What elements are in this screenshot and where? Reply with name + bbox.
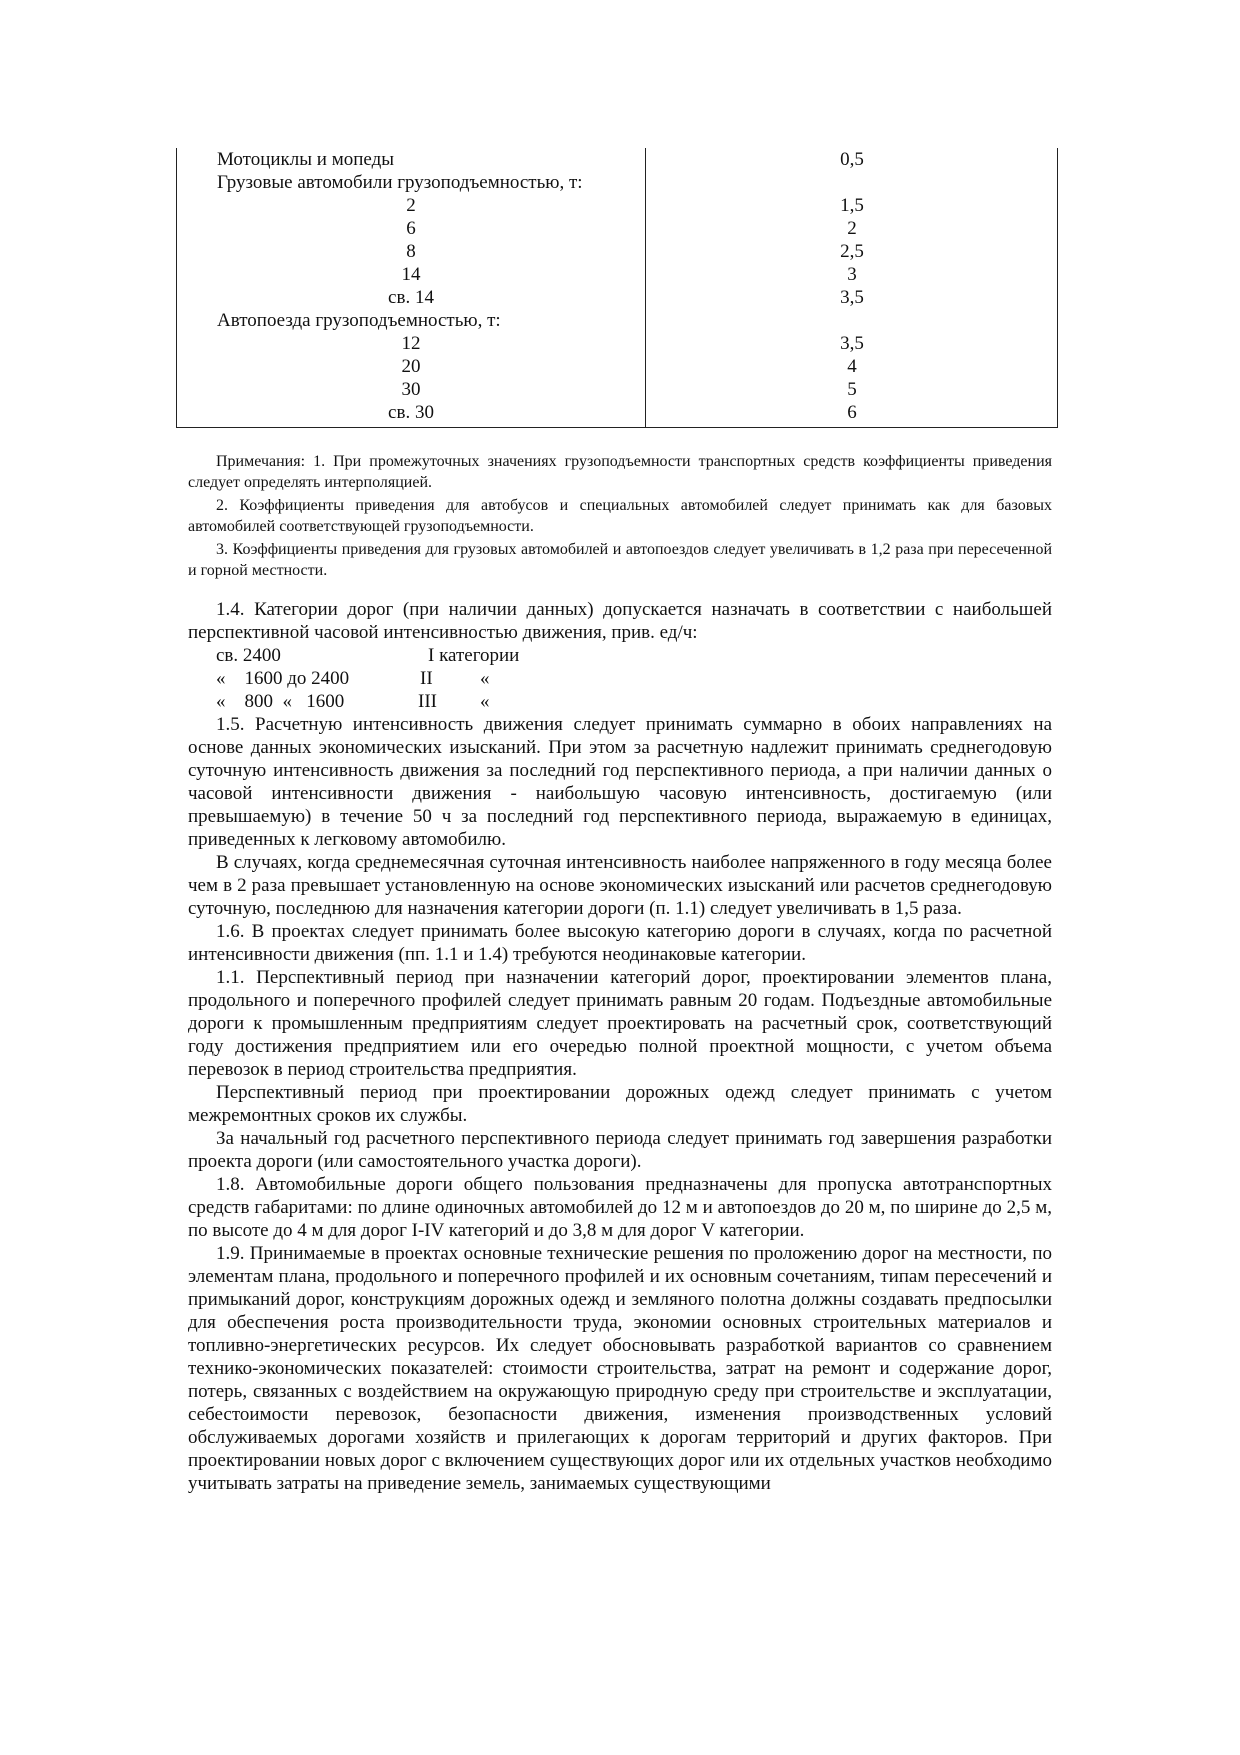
row-label: 30 [401, 379, 421, 400]
table-row [177, 332, 1057, 355]
paragraph-1-9: 1.9. Принимаемые в проектах основные технические решения по проложению дорог на местности, по элементам плана, продольного и поперечного профилей и их основным сочетаниям, типам пересечений и примыканий дорог, конструкциям дорожных одежд и земляного полотна должны создавать предпосылки для обеспечения роста производительности труда, экономии основных строительных материалов и топливно-энергетических ресурсов. Их следует обосновывать разработкой вариантов со сравнением технико-экономических показателей: стоимости строительства, затрат на ремонт и содержание дорог, потерь, связанных с воздействием на окружающую природную среду при строительстве и эксплуатации, себестоимости перевозок, безопасности движения, изменения производственных условий обслуживаемых дорогами хозяйств и прилегающих к дорогам территорий и других факторов. При проектировании новых дорог с включением существующих дорог или их отдельных участков необходимо учитывать затраты на приведение земель, занимаемых существующими [188, 1243, 1052, 1494]
category-ditto: « [480, 691, 490, 712]
table-row [177, 217, 1057, 240]
row-label: 8 [406, 241, 416, 262]
category-name: III [418, 691, 437, 712]
paragraph: Перспективный период при проектировании дорожных одежд следует принимать с учетом межремонтных сроков их службы. [188, 1082, 1052, 1126]
table-row [177, 355, 1057, 378]
row-value: 3,5 [840, 333, 864, 354]
table-row [177, 286, 1057, 309]
coefficient-table [176, 148, 1058, 428]
row-label: 12 [401, 333, 421, 354]
category-line [188, 644, 1052, 667]
row-value: 1,5 [840, 195, 864, 216]
row-label: Мотоциклы и мопеды [217, 149, 395, 170]
row-value: 6 [847, 402, 857, 423]
row-value: 2,5 [840, 241, 864, 262]
paragraph-1-6: 1.6. В проектах следует принимать более высокую категорию дороги в случаях, когда по расчетной интенсивности движения (пп. 1.1 и 1.4) требуются неодинаковые категории. [188, 921, 1052, 965]
row-label: Грузовые автомобили грузоподъемностью, т: [217, 172, 583, 193]
paragraph-1-5: 1.5. Расчетную интенсивность движения следует принимать суммарно в обоих направлениях на основе данных экономических изысканий. При этом за расчетную надлежит принимать среднегодовую суточную интенсивность движения за последний год перспективного периода, а при наличии данных о часовой интенсивности движения - наибольшую часовую интенсивность, достигаемую (или превышаемую) в течение 50 ч за последний год перспективного периода, выражаемую в единицах, приведенных к легковому автомобилю. [188, 714, 1052, 850]
category-line [188, 690, 1052, 713]
paragraph-1-1: 1.1. Перспективный период при назначении категорий дорог, проектировании элементов плана, продольного и поперечного профилей следует принимать равным 20 годам. Подъездные автомобильные дороги к промышленным предприятиям следует проектировать на расчетный срок, соответствующий году достижения предприятием или его очередью полной проектной мощности, с учетом объема перевозок в период строительства предприятия. [188, 967, 1052, 1080]
paragraph: В случаях, когда среднемесячная суточная интенсивность наиболее напряженного в году месяца более чем в 2 раза превышает установленную на основе экономических изысканий или расчетов среднегодовую суточную, последнюю для назначения категории дороги (п. 1.1) следует увеличивать в 1,5 раза. [188, 852, 1052, 919]
category-ditto: « [480, 668, 490, 689]
category-range: « 1600 до 2400 [216, 668, 350, 689]
row-label: св. 14 [388, 287, 434, 308]
note-paragraph: Примечания: 1. При промежуточных значениях грузоподъемности транспортных средств коэффициенты приведения следует определять интерполяцией. [188, 453, 1052, 491]
category-name: I категории [428, 645, 520, 666]
body-text [188, 598, 1052, 1495]
table-row [177, 148, 1057, 171]
paragraph: За начальный год расчетного перспективного периода следует принимать год завершения разработки проекта дороги (или самостоятельного участка дороги). [188, 1128, 1052, 1172]
paragraph-1-4: 1.4. Категории дорог (при наличии данных) допускается назначать в соответствии с наибольшей перспективной часовой интенсивностью движения, прив. ед/ч: [188, 599, 1052, 643]
note-paragraph: 3. Коэффициенты приведения для грузовых автомобилей и автопоездов следует увеличивать в 1,2 раза при пересеченной и горной местности. [188, 541, 1052, 579]
category-name: II [420, 668, 433, 689]
table-row [177, 240, 1057, 263]
category-range: « 800 « 1600 [216, 691, 345, 712]
table-row [177, 194, 1057, 217]
row-label: 2 [406, 195, 416, 216]
row-value: 3,5 [840, 287, 864, 308]
row-label: Автопоезда грузоподъемностью, т: [217, 310, 501, 331]
category-range: св. 2400 [216, 645, 281, 666]
note-paragraph: 2. Коэффициенты приведения для автобусов и специальных автомобилей следует принимать как для базовых автомобилей соответствующей грузоподъемности. [188, 497, 1052, 535]
row-label: 14 [401, 264, 421, 285]
paragraph-1-8: 1.8. Автомобильные дороги общего пользования предназначены для пропуска автотранспортных средств габаритами: по длине одиночных автомобилей до 12 м и автопоездов до 20 м, по ширине до 2,5 м, по высоте до 4 м для дорог I-IV категорий и до 3,8 м для дорог V категории. [188, 1174, 1052, 1241]
row-label: св. 30 [388, 402, 434, 423]
table-row [177, 401, 1057, 424]
category-line [188, 667, 1052, 690]
table-row [177, 171, 1057, 194]
row-label: 20 [401, 356, 421, 377]
table-row [177, 309, 1057, 332]
row-value: 4 [847, 356, 857, 377]
table-row [177, 263, 1057, 286]
row-value: 0,5 [840, 149, 864, 170]
row-value: 2 [847, 218, 857, 239]
table-row [177, 378, 1057, 401]
row-label: 6 [406, 218, 416, 239]
row-value: 5 [847, 379, 857, 400]
row-value: 3 [847, 264, 857, 285]
table-notes [188, 451, 1052, 583]
